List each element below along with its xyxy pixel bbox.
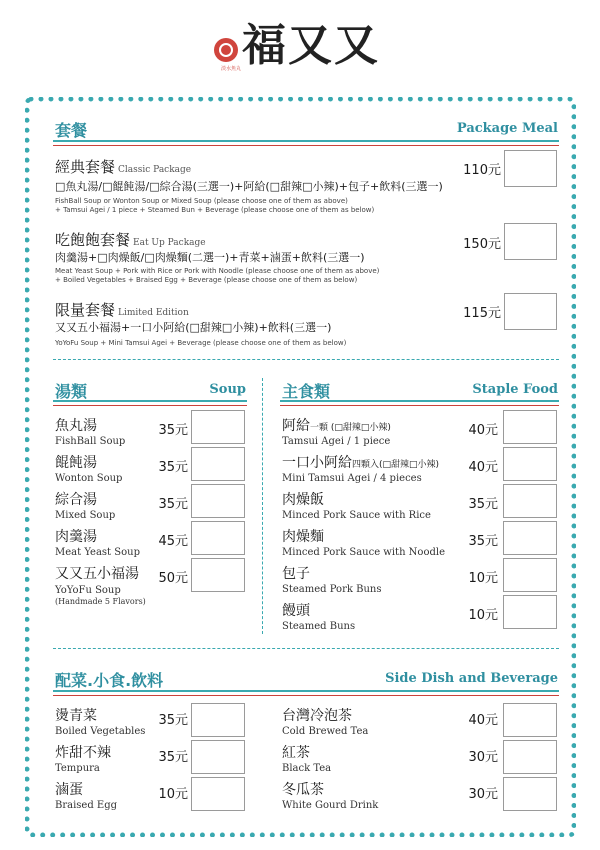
package-title-en: Package Meal [456, 121, 558, 136]
order-checkbox[interactable] [191, 484, 245, 518]
soup-item-price: 50元 [158, 571, 188, 586]
brand-subtitle: 淡水魚丸 [220, 66, 241, 72]
staple-item-name: 肉燥麵 [282, 529, 324, 545]
order-checkbox[interactable] [191, 447, 245, 481]
staple-item-price: 40元 [468, 423, 498, 438]
side-item-name-en: White Gourd Drink [282, 800, 379, 811]
soup-title-en: Soup [209, 382, 246, 397]
side-item-name: 滷蛋 [55, 782, 83, 798]
side-header-rule [53, 690, 559, 696]
side-item-price: 35元 [158, 750, 188, 765]
staple-item-name-en: Tamsui Agei / 1 piece [282, 436, 391, 447]
order-checkbox[interactable] [503, 558, 557, 592]
side-item-price: 35元 [158, 713, 188, 728]
package-title-zh: 套餐 [55, 121, 88, 140]
soup-item-name-en: FishBall Soup [55, 436, 126, 447]
staple-item-name: 阿給一顆 (□甜辣□小辣) [282, 418, 391, 434]
order-checkbox[interactable] [503, 703, 557, 737]
package-item-price: 150元 [463, 237, 501, 252]
soup-item-price: 45元 [158, 534, 188, 549]
package-item-options: 又又五小福湯+一口小阿給(□甜辣□小辣)+飲料(三選一) [55, 321, 332, 334]
side-item-name-en: Boiled Vegetables [55, 726, 146, 737]
staple-item-name: 肉燥飯 [282, 492, 324, 508]
order-checkbox[interactable] [503, 595, 557, 629]
side-item-name: 燙青菜 [55, 708, 97, 724]
staple-title-zh: 主食類 [282, 382, 331, 401]
package-header-rule [53, 140, 559, 146]
staple-item-name-en: Steamed Buns [282, 621, 356, 632]
side-item-price: 30元 [468, 750, 498, 765]
order-checkbox[interactable] [191, 740, 245, 774]
soup-item-note-en: (Handmade 5 Flavors) [55, 597, 146, 606]
soup-item-name-en: YoYoFu Soup [55, 585, 121, 596]
side-item-name-en: Tempura [55, 763, 100, 774]
package-item-name: 經典套餐 Classic Package [55, 158, 192, 176]
package-item-price: 115元 [463, 306, 501, 321]
soup-item-name-en: Wonton Soup [55, 473, 123, 484]
soup-title-zh: 湯類 [55, 382, 88, 401]
soup-item-name-en: Meat Yeast Soup [55, 547, 140, 558]
order-checkbox[interactable] [504, 150, 557, 187]
order-checkbox[interactable] [503, 447, 557, 481]
side-item-price: 10元 [158, 787, 188, 802]
side-item-name-en: Cold Brewed Tea [282, 726, 369, 737]
staple-item-name-en: Steamed Pork Buns [282, 584, 382, 595]
section-divider [53, 359, 559, 360]
order-checkbox[interactable] [191, 777, 245, 811]
side-item-name: 台灣冷泡茶 [282, 708, 352, 724]
side-item-name: 炸甜不辣 [55, 745, 111, 761]
order-checkbox[interactable] [191, 558, 245, 592]
soup-item-name: 肉羹湯 [55, 529, 97, 545]
soup-item-price: 35元 [158, 497, 188, 512]
soup-item-name: 魚丸湯 [55, 418, 97, 434]
soup-header-rule [53, 400, 247, 406]
package-item-price: 110元 [463, 163, 501, 178]
side-item-name-en: Black Tea [282, 763, 332, 774]
package-item-name: 限量套餐 Limited Edition [55, 301, 189, 319]
staple-item-name: 饅頭 [282, 603, 310, 619]
side-item-name: 紅茶 [282, 745, 310, 761]
package-item-desc: + Tamsui Agei / 1 piece + Steamed Bun + Beverage (please choose one of them as below) [55, 206, 375, 214]
staple-item-price: 10元 [468, 571, 498, 586]
staple-item-name: 包子 [282, 566, 310, 582]
staple-header-rule [280, 400, 559, 406]
side-item-name: 冬瓜茶 [282, 782, 324, 798]
order-checkbox[interactable] [503, 484, 557, 518]
order-checkbox[interactable] [191, 521, 245, 555]
order-checkbox[interactable] [503, 740, 557, 774]
package-item-desc: + Boiled Vegetables + Braised Egg + Beverage (please choose one of them as below) [55, 276, 358, 284]
soup-item-name: 綜合湯 [55, 492, 97, 508]
package-item-desc: FishBall Soup or Wonton Soup or Mixed Soup (please choose one of them as above) [55, 197, 348, 205]
soup-item-price: 35元 [158, 460, 188, 475]
soup-item-name: 又又五小福湯 [55, 566, 139, 582]
brand-name: 福又又 [242, 20, 380, 71]
staple-item-price: 10元 [468, 608, 498, 623]
side-item-price: 40元 [468, 713, 498, 728]
order-checkbox[interactable] [503, 521, 557, 555]
staple-item-name-en: Minced Pork Sauce with Noodle [282, 547, 445, 558]
side-item-name-en: Braised Egg [55, 800, 118, 811]
section-divider [53, 648, 559, 649]
staple-item-price: 35元 [468, 497, 498, 512]
order-checkbox[interactable] [504, 223, 557, 260]
staple-item-price: 35元 [468, 534, 498, 549]
package-item-name: 吃飽飽套餐 Eat Up Package [55, 231, 206, 249]
staple-item-price: 40元 [468, 460, 498, 475]
order-checkbox[interactable] [503, 777, 557, 811]
order-checkbox[interactable] [191, 410, 245, 444]
staple-item-name-en: Mini Tamsui Agei / 4 pieces [282, 473, 422, 484]
staple-item-name: 一口小阿給四顆入(□甜辣□小辣) [282, 455, 440, 471]
side-title-en: Side Dish and Beverage [385, 671, 558, 686]
side-item-price: 30元 [468, 787, 498, 802]
package-item-desc: Meat Yeast Soup + Pork with Rice or Pork with Noodle (please choose one of them as above) [55, 267, 380, 275]
order-checkbox[interactable] [504, 293, 557, 330]
order-checkbox[interactable] [503, 410, 557, 444]
soup-item-name: 餛飩湯 [55, 455, 97, 471]
soup-item-name-en: Mixed Soup [55, 510, 116, 521]
staple-title-en: Staple Food [472, 382, 558, 397]
package-item-desc: YoYoFu Soup + Mini Tamsui Agei + Beverage (please choose one of them as below) [55, 339, 347, 347]
package-item-options: □魚丸湯/□餛飩湯/□綜合湯(三選一)+阿給(□甜辣□小辣)+包子+飲料(三選一) [55, 180, 443, 193]
brand-logo-icon [214, 38, 238, 62]
soup-item-price: 35元 [158, 423, 188, 438]
order-checkbox[interactable] [191, 703, 245, 737]
side-title-zh: 配菜.小食.飲料 [55, 671, 164, 690]
staple-item-name-en: Minced Pork Sauce with Rice [282, 510, 431, 521]
package-item-options: 肉羹湯+□肉燥飯/□肉燥麵(二選一)+青菜+滷蛋+飲料(三選一) [55, 251, 365, 264]
column-divider [262, 378, 263, 634]
